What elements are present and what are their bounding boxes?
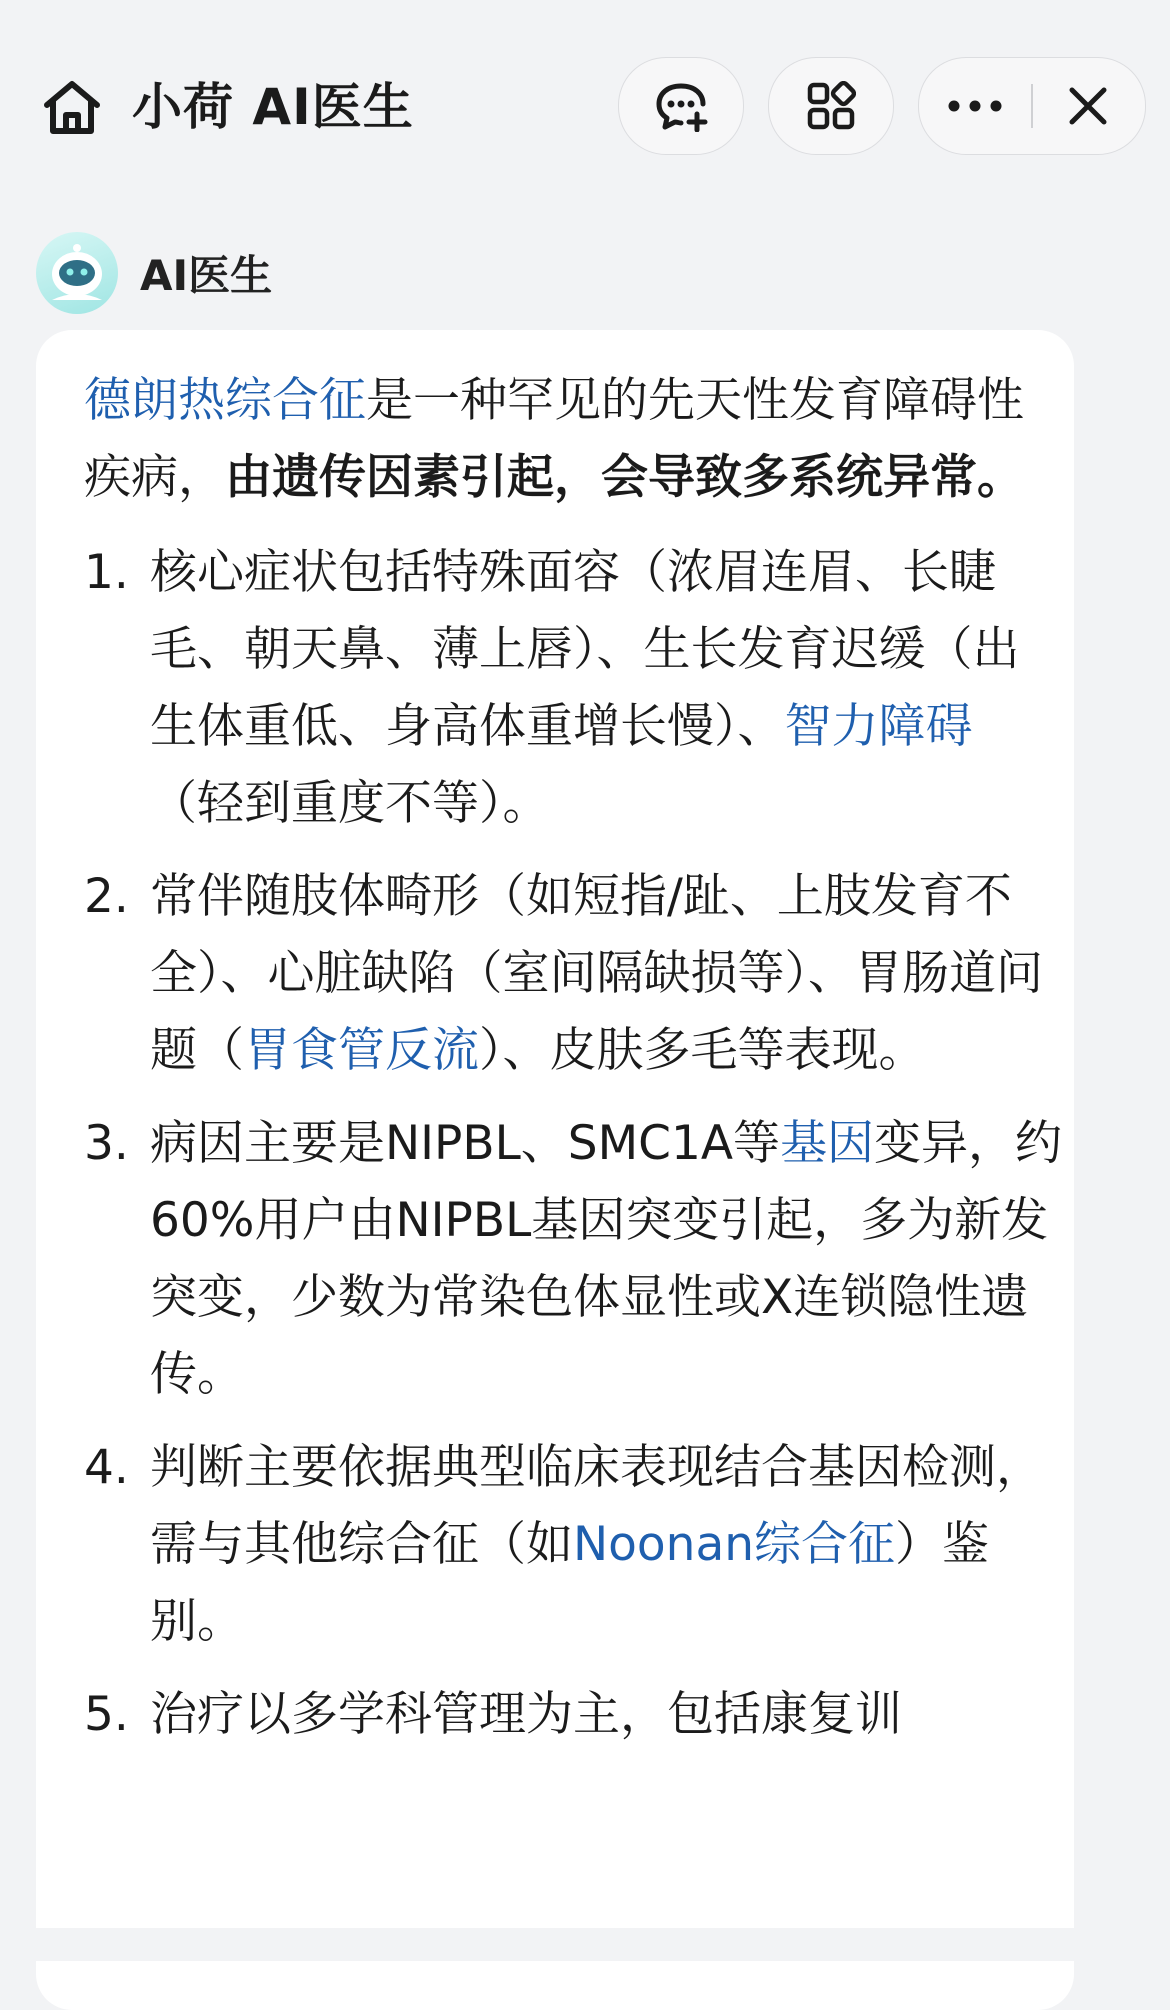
item-text: 常伴随肢体畸形（如短指/趾、上肢发育不全）、心脏缺陷（室间隔缺损等）、胃肠道问题（ <box>150 869 1043 1078</box>
term-link[interactable]: 智力障碍 <box>784 699 973 754</box>
list-number: 1. <box>84 545 129 600</box>
more-icon <box>948 100 1002 112</box>
sender-name: AI医生 <box>140 251 273 300</box>
bottom-edge <box>0 1928 1170 1961</box>
avatar <box>36 232 118 314</box>
list-number: 4. <box>84 1440 129 1495</box>
top-bar <box>0 0 1170 210</box>
item-text: 变异，约60%用户由NIPBL基因突变引起，多为新发突变，少数为常染色体显性或X连锁隐性遗传。 <box>150 1116 1063 1402</box>
term-link[interactable]: 胃食管反流 <box>244 1023 479 1078</box>
list-item <box>84 534 1064 842</box>
item-text: （轻到重度不等）。 <box>150 776 550 831</box>
list-number: 2. <box>84 869 129 924</box>
close-button[interactable] <box>1033 58 1143 154</box>
list-item <box>84 1676 1064 1753</box>
app-title: 小荷 AI医生 <box>132 78 414 136</box>
item-text: 判断主要依据典型临床表现结合基因检测，需与其他综合征（如 <box>150 1440 1043 1572</box>
term-link[interactable]: 基因 <box>780 1116 875 1171</box>
home-button[interactable] <box>36 72 108 144</box>
more-button[interactable] <box>919 58 1031 154</box>
list-item <box>84 858 1064 1089</box>
term-link[interactable]: 德朗热综合征 <box>84 373 366 428</box>
item-text: 病因主要是NIPBL、SMC1A等 <box>150 1116 781 1171</box>
item-text: ）、皮肤多毛等表现。 <box>479 1023 926 1078</box>
robot-doctor-icon <box>44 240 110 306</box>
list-item <box>84 1429 1064 1660</box>
apps-button[interactable] <box>768 57 894 155</box>
list-number: 3. <box>84 1116 129 1171</box>
message-bubble <box>36 330 1074 2010</box>
close-icon <box>1067 85 1109 127</box>
item-text: 核心症状包括特殊面容（浓眉连眉、长睫毛、朝天鼻、薄上唇）、生长发育迟缓（出生体重低、身高体重增长慢）、 <box>150 545 1020 754</box>
symptom-list <box>84 534 1064 1753</box>
message-content <box>84 362 1064 1769</box>
intro-text: 是一种罕见的先天性发育障碍性疾病， <box>84 373 1024 505</box>
list-number: 5. <box>84 1687 129 1742</box>
intro-emphasis: 由遗传因素引起，会导致多系统异常。 <box>225 450 1024 505</box>
new-chat-icon <box>653 80 709 132</box>
intro-paragraph <box>84 362 1064 516</box>
sender-row <box>36 228 272 318</box>
apps-grid-icon <box>806 81 856 131</box>
new-chat-button[interactable] <box>618 57 744 155</box>
item-text: ）鉴别。 <box>150 1517 990 1649</box>
list-item <box>84 1105 1064 1413</box>
term-link[interactable]: Noonan综合征 <box>573 1517 896 1572</box>
item-text: 治疗以多学科管理为主，包括康复训 <box>150 1687 902 1742</box>
capsule-menu <box>918 57 1146 155</box>
home-icon <box>41 79 103 137</box>
